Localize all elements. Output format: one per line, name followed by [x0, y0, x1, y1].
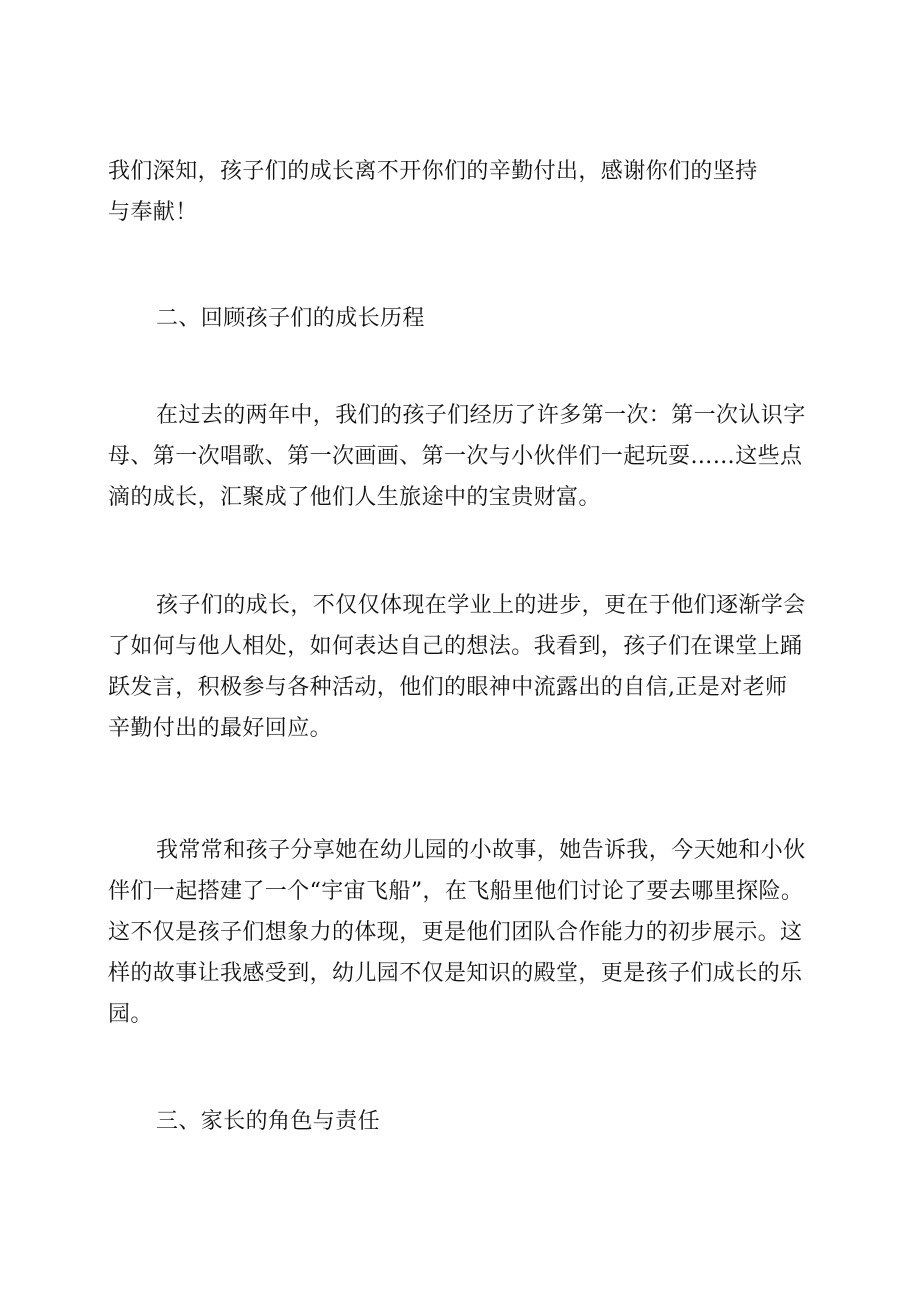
section-heading-2 [108, 298, 828, 339]
paragraph-line: 了如何与他人相处，如何表达自己的想法。我看到，孩子们在课堂上踊 [108, 634, 803, 659]
paragraph-line: 与奉献！ [108, 200, 198, 225]
paragraph-line: 伴们一起搭建了一个“宇宙飞船”，在飞船里他们讨论了要去哪里探险。 [108, 879, 804, 904]
paragraph-line: 跃发言，积极参与各种活动，他们的眼神中流露出的自信,正是对老师 [108, 675, 788, 700]
paragraph-line: 孩子们的成长，不仅仅体现在学业上的进步，更在于他们逐渐学会 [156, 593, 806, 618]
paragraph-line: 滴的成长，汇聚成了他们人生旅途中的宝贵财富。 [108, 485, 601, 510]
paragraph-line: 辛勤付出的最好回应。 [108, 716, 333, 741]
section-heading-3 [108, 1101, 828, 1142]
paragraph-1 [108, 395, 828, 518]
paragraph-line: 在过去的两年中，我们的孩子们经历了许多第一次：第一次认识字 [156, 403, 806, 428]
paragraph-line: 这不仅是孩子们想象力的体现，更是他们团队合作能力的初步展示。这 [108, 920, 803, 945]
paragraph-2 [108, 585, 828, 749]
paragraph-line: 我常常和孩子分享她在幼儿园的小故事，她告诉我，今天她和小伙 [156, 838, 806, 863]
paragraph-line: 园。 [108, 1002, 153, 1027]
paragraph-line: 母、第一次唱歌、第一次画画、第一次与小伙伴们一起玩耍……这些点 [108, 444, 803, 469]
paragraph-3 [108, 830, 828, 1035]
paragraph-line: 我们深知，孩子们的成长离不开你们的辛勤付出，感谢你们的坚持 [108, 159, 758, 184]
heading-text: 三、家长的角色与责任 [156, 1109, 381, 1134]
heading-text: 二、回顾孩子们的成长历程 [156, 306, 425, 331]
intro-paragraph [108, 151, 828, 233]
paragraph-line: 样的故事让我感受到，幼儿园不仅是知识的殿堂，更是孩子们成长的乐 [108, 961, 803, 986]
